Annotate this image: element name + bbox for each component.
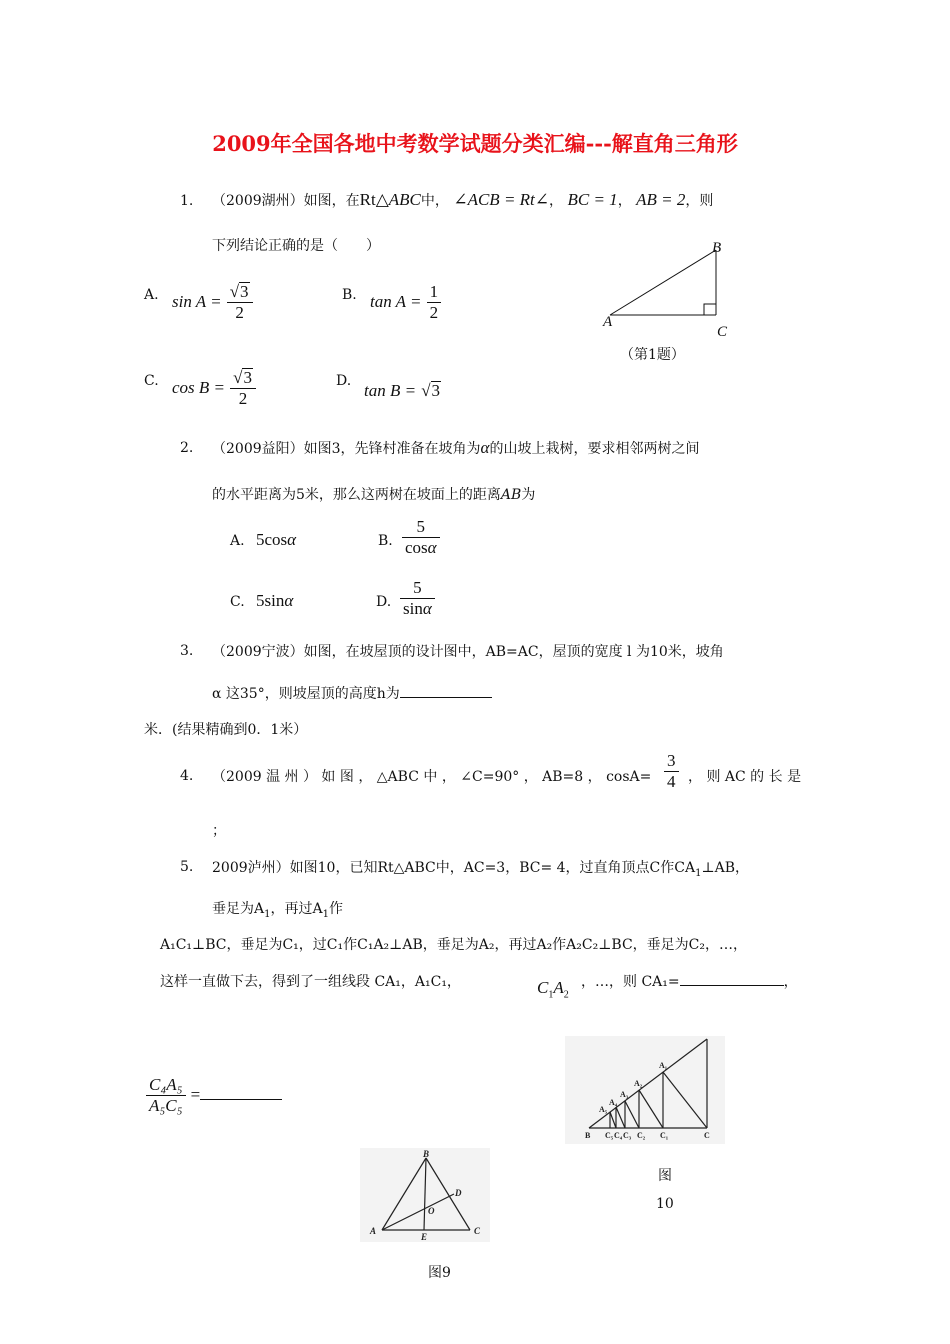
q1-tail: ，则 <box>685 193 714 209</box>
q5-number: 5. <box>180 859 194 875</box>
fig10-label-c1: C₁ <box>660 1131 669 1140</box>
q1-abc: ABC <box>388 190 421 209</box>
q1-ab: AB = 2 <box>636 190 686 209</box>
q2-option-d <box>400 578 435 619</box>
q1-c-den: 2 <box>238 389 248 408</box>
fig10-label-a1: A₁ <box>659 1061 668 1070</box>
q1-number: 1. <box>180 193 194 209</box>
figure-10-caption-2: 10 <box>656 1196 674 1212</box>
q5-ratio-num: C₄A₅ <box>146 1075 186 1096</box>
figure-10 <box>565 1036 725 1144</box>
q5-line2-c: 作 <box>329 901 343 917</box>
fig10-label-a3: A₃ <box>620 1090 629 1099</box>
q4-number: 4. <box>180 768 194 784</box>
q1-a-den: 2 <box>235 303 244 322</box>
q1-angle: ∠ACB = Rt∠ <box>453 190 550 209</box>
q2-alpha: α <box>480 438 490 457</box>
q5-line2: 垂足为$A_1$，再过$A_1$作 <box>212 901 343 920</box>
q5-c1a2: $C_1A_2$ <box>537 978 569 1001</box>
fig9-label-a: A <box>370 1226 377 1236</box>
q4-frac-num: 3 <box>664 751 679 772</box>
q2-a-alpha: α <box>287 530 297 549</box>
q2-b-num: 5 <box>402 517 440 538</box>
figure-9-caption: 图9 <box>428 1265 451 1281</box>
q5-line1: 2009泸州）如图10，已知Rt△ABC中，AC=3，BC= 4，过直角顶点C作$CA_1\perp AB$， <box>212 860 750 879</box>
q1-d-expr: tan B = <box>364 381 417 400</box>
q5-ratio-blank[interactable] <box>200 1099 282 1100</box>
q1-a-fraction: $\frac{√3}{2}$ <box>227 282 253 323</box>
q2-option-b <box>402 517 440 558</box>
q2-d-fraction <box>400 578 435 619</box>
q1-fig-label-b: B <box>712 240 722 256</box>
q4-line1: （2009 温 州 ） 如 图 ， △ABC 中 ， ∠C=90° ， AB=8 ， cosA= <box>212 769 652 785</box>
q1-b-num: 1 <box>427 282 442 303</box>
q5-ratio-den: A₅C₅ <box>149 1096 183 1115</box>
fig10-label-c4: C₄ <box>614 1131 623 1140</box>
q2-option-c <box>256 591 293 611</box>
q1-option-b <box>370 282 441 323</box>
fig10-label-c5: C₅ <box>605 1131 614 1140</box>
q1-fig-label-a: A <box>603 314 613 330</box>
q2-line1 <box>212 438 699 458</box>
fig10-label-b: B <box>585 1131 591 1140</box>
q1-option-d-label: D. <box>336 373 352 389</box>
q1-option-c <box>172 368 256 409</box>
figure-9-drawing <box>360 1148 490 1242</box>
page-title: 2009年全国各地中考数学试题分类汇编---解直角三角形 <box>212 131 738 156</box>
q1-fig-label-c: C <box>717 324 728 340</box>
q2-option-a-label: A. <box>230 533 245 549</box>
q5-line4-tail <box>581 971 798 991</box>
q1-d-rad: 3 <box>431 381 441 400</box>
q2-option-d-label: D. <box>376 594 392 610</box>
q1-source: （2009湖州）如图，在 <box>212 193 360 209</box>
q5-line4: 这样一直做下去，得到了一组线段 CA₁，A₁C₁， <box>160 974 461 990</box>
q1-line1 <box>212 190 713 210</box>
fig9-label-d: D <box>455 1188 462 1198</box>
q1-rt: Rt△ <box>359 190 389 209</box>
q3-number: 3. <box>180 643 194 659</box>
q5-ratio-eq: = <box>190 1085 201 1104</box>
q5-line4-b: ，…，则 CA₁= <box>581 974 680 990</box>
q1-option-d: tan B = √3 <box>364 381 441 400</box>
q3-answer-blank[interactable] <box>400 697 492 698</box>
q5-ratio <box>146 1075 282 1116</box>
q1-a-num: 3 <box>240 282 249 301</box>
q2-option-a <box>256 530 296 550</box>
q1-a-expr: sin A = <box>172 292 222 311</box>
q3-line2-text: α 这35°，则坡屋顶的高度h为 <box>212 686 400 702</box>
q2-line2a: 的水平距离为5米，那么这两树在坡面上的距离 <box>212 487 501 503</box>
q1-c-expr: cos B = <box>172 378 226 397</box>
fig10-label-c2: C₂ <box>637 1131 646 1140</box>
fig10-label-a4: A₄ <box>609 1098 618 1107</box>
fig10-label-c3: C₃ <box>623 1131 632 1140</box>
q4-fraction <box>664 751 679 792</box>
q5-line2-a: 垂足为A <box>212 901 265 917</box>
q5-line4-c: ， <box>783 974 798 990</box>
q1-b-expr: tan A = <box>370 292 422 311</box>
q2-line1b: 的山坡上栽树，要求相邻两树之间 <box>489 441 700 457</box>
q4-line2: ； <box>212 823 226 839</box>
q1-line2: 下列结论正确的是（ ） <box>212 238 380 254</box>
q1-caption: （第1题） <box>620 347 685 363</box>
fig9-label-e: E <box>421 1232 428 1242</box>
fig9-label-b: B <box>423 1149 430 1159</box>
q5-c1a2-c: C <box>537 978 549 997</box>
q1-comma1: ， <box>549 193 564 209</box>
q2-b-alpha: α <box>427 538 437 557</box>
q5-c1a2-a: A <box>553 978 564 997</box>
q4-tail: ， 则 AC 的 长 是 <box>688 769 802 785</box>
fig10-label-c: C <box>704 1131 710 1140</box>
q3-line2 <box>212 683 492 703</box>
fig10-label-a2: A₂ <box>634 1079 643 1088</box>
fig9-label-c: C <box>474 1226 481 1236</box>
q1-b-fraction <box>427 282 442 323</box>
q1-mid: 中， <box>420 193 449 209</box>
q2-line1a: （2009益阳）如图3，先锋村准备在坡角为 <box>212 441 481 457</box>
q5-line1-tail: ⊥AB， <box>701 860 750 876</box>
q2-line2 <box>212 484 535 504</box>
fig10-label-a5: A₅ <box>599 1105 608 1114</box>
q5-ca1-blank[interactable] <box>680 985 784 986</box>
q1-bc: BC = 1 <box>567 190 618 209</box>
q5-line1-text: 2009泸州）如图10，已知Rt△ABC中，AC=3，BC= 4，过直角顶点C作CA <box>212 860 696 876</box>
q2-b-fraction <box>402 517 440 558</box>
q2-d-den: sin <box>403 599 423 618</box>
q1-comma2: ， <box>617 193 632 209</box>
q1-c-fraction: $\frac{√3}{2}$ <box>230 368 256 409</box>
q1-option-c-label: C. <box>144 373 159 389</box>
q3-line1: （2009宁波）如图，在坡屋顶的设计图中，AB=AC，屋顶的宽度 l 为10米，坡角 <box>212 644 724 660</box>
q2-d-alpha: α <box>422 599 432 618</box>
q1-c-num: 3 <box>243 368 252 387</box>
q5-line2-b: ，再过A <box>270 901 323 917</box>
q3-line3: 米．(结果精确到0．1米） <box>144 722 308 738</box>
figure-9 <box>360 1148 490 1242</box>
q1-b-den: 2 <box>429 303 439 322</box>
q2-a-expr: 5cos <box>256 530 288 549</box>
q2-option-b-label: B. <box>378 533 393 549</box>
q2-ab: AB <box>500 487 522 503</box>
q2-c-expr: 5sin <box>256 591 285 610</box>
q2-line2b: 为 <box>521 487 536 503</box>
figure-10-caption-1: 图 <box>658 1168 672 1184</box>
q2-c-alpha: α <box>284 591 294 610</box>
q1-option-a <box>172 282 253 323</box>
q2-d-num: 5 <box>400 578 435 599</box>
q2-number: 2. <box>180 440 194 456</box>
q1-option-b-label: B. <box>342 287 357 303</box>
q5-line3: A₁C₁⊥BC，垂足为C₁，过C₁作C₁A₂⊥AB，垂足为A₂，再过A₂作A₂C₂⊥BC，垂足为C₂，…， <box>160 937 747 953</box>
q1-option-a-label: A. <box>144 287 159 303</box>
q2-b-den: cos <box>405 538 428 557</box>
fig9-label-o: O <box>428 1206 435 1216</box>
figure-10-drawing <box>565 1036 725 1144</box>
q2-option-c-label: C. <box>230 594 245 610</box>
q4-frac-den: 4 <box>667 772 676 791</box>
